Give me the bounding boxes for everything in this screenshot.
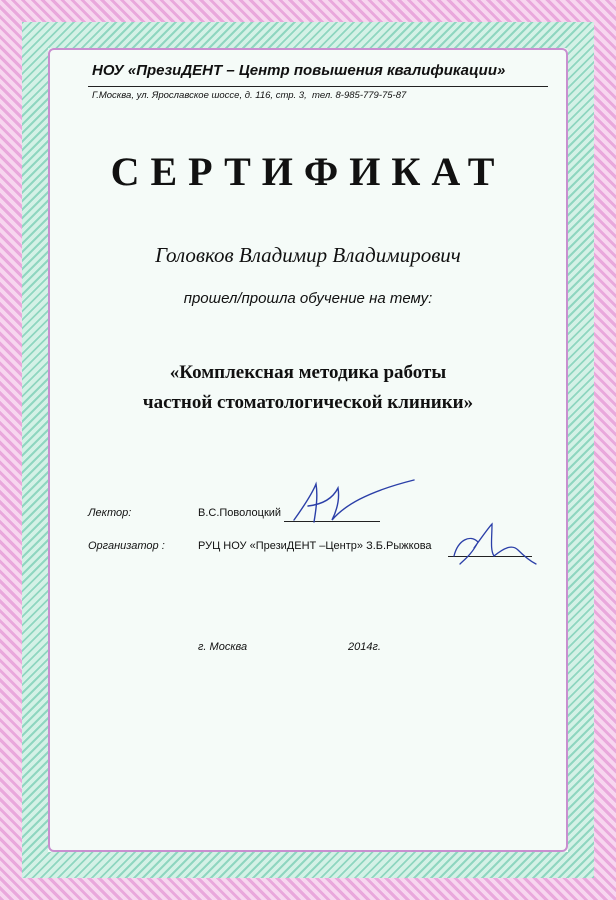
- lecturer-name: В.С.Поволоцкий: [198, 507, 282, 519]
- organizer-signature: [448, 520, 538, 572]
- organizer-name: РУЦ НОУ «ПрезиДЕНТ –Центр» З.Б.Рыжкова: [198, 540, 432, 552]
- course-title-line-1: «Комплексная методика работы: [169, 362, 447, 383]
- lecturer-signature: [286, 476, 416, 528]
- organization-address: Г.Москва, ул. Ярославское шоссе, д. 116, стр. 3,: [92, 90, 307, 101]
- lecturer-label: Лектор:: [88, 507, 132, 519]
- course-title-line-2: частной стоматологической клиники»: [142, 392, 474, 413]
- course-title: [0, 358, 616, 418]
- completion-statement: прошел/прошла обучение на тему:: [183, 290, 433, 307]
- header-rule: [88, 86, 548, 87]
- organization-name: НОУ «ПрезиДЕНТ – Центр повышения квалификации»: [92, 62, 506, 79]
- issue-city: г. Москва: [198, 641, 248, 653]
- organization-phone: тел. 8-985-779-75-87: [312, 90, 407, 101]
- certificate-title: СЕРТИФИКАТ: [110, 149, 506, 194]
- organizer-label: Организатор :: [88, 540, 165, 552]
- recipient-name: Головков Владимир Владимирович: [155, 243, 461, 267]
- issue-year: 2014г.: [348, 641, 381, 653]
